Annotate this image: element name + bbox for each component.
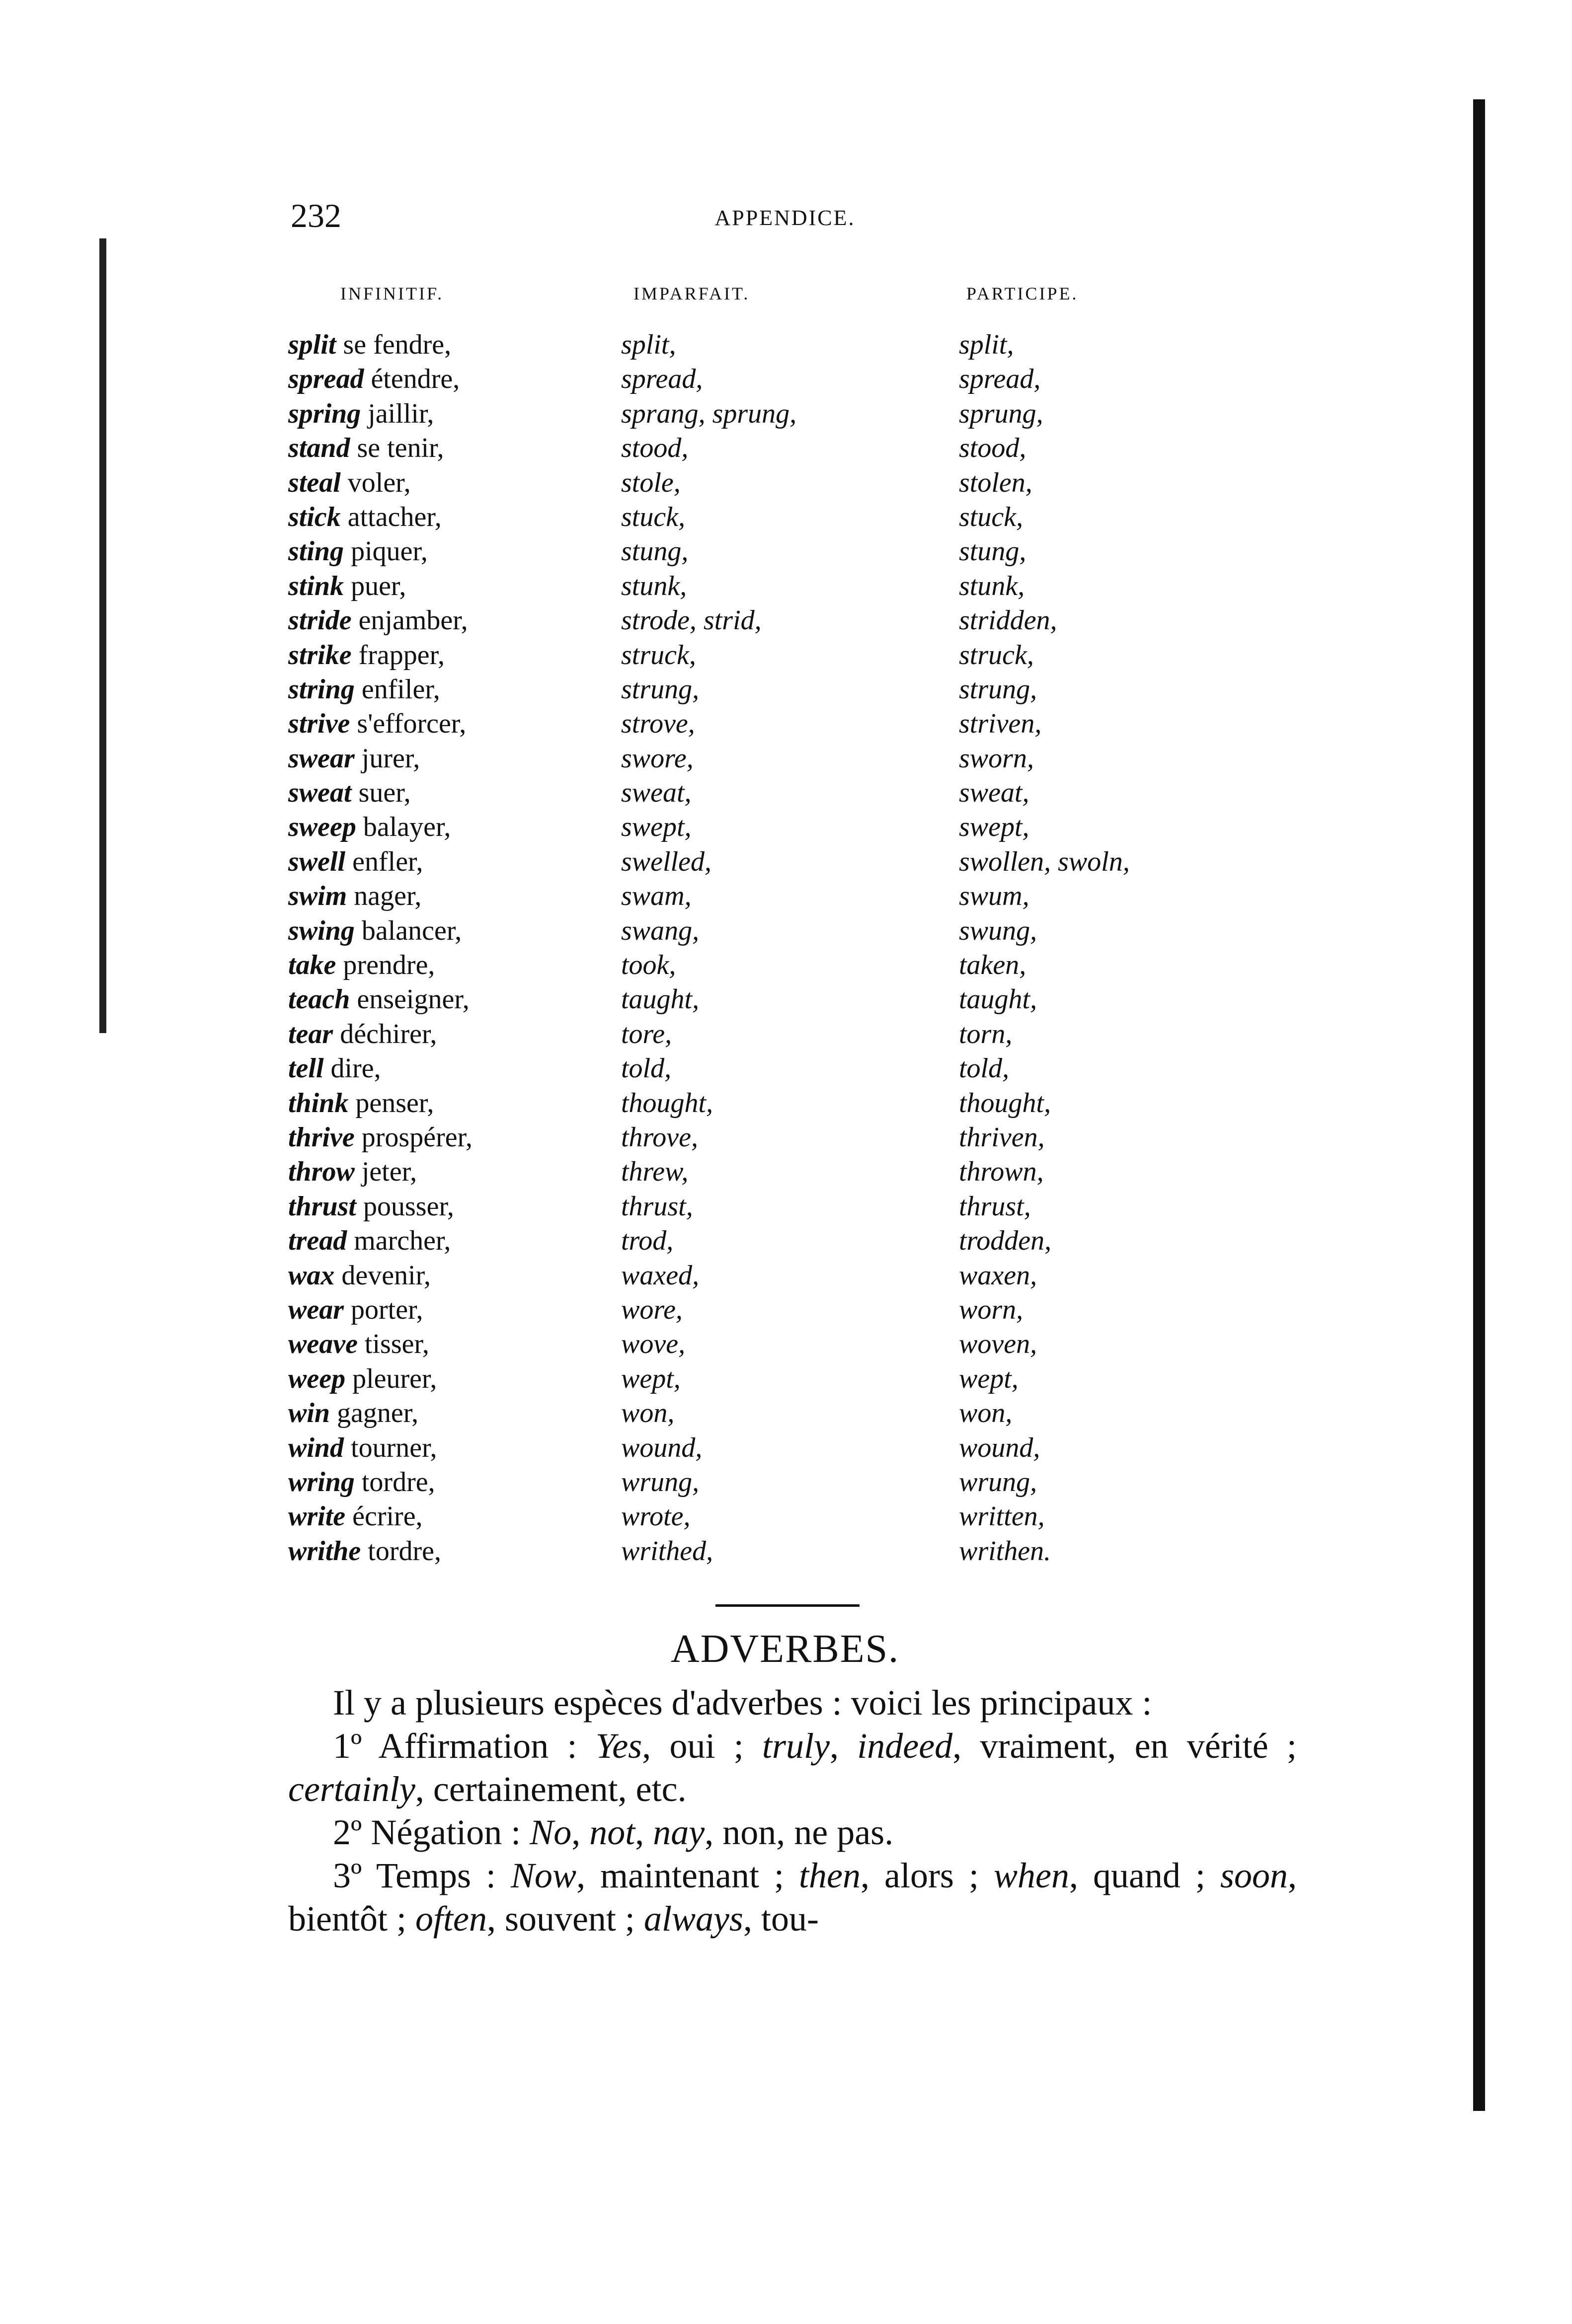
verb-participe: spread, [959, 364, 1041, 395]
french-translation: tourner, [344, 1432, 437, 1463]
verb-participe: thought, [959, 1087, 1051, 1119]
verb-participe: thrown, [959, 1156, 1044, 1188]
right-page-edge [1473, 99, 1485, 2111]
english-verb: thrust [288, 1191, 356, 1222]
verb-infinitive [288, 1086, 434, 1121]
french-translation: nager, [347, 881, 422, 912]
verb-row [288, 397, 1282, 431]
verb-row [288, 638, 1282, 673]
verb-row [288, 534, 1282, 569]
verb-row [288, 603, 1282, 638]
verb-row [288, 742, 1282, 776]
verb-infinitive [288, 1051, 381, 1086]
verb-participe: trodden, [959, 1225, 1052, 1257]
english-verb: wring [288, 1466, 355, 1498]
verb-row [288, 1465, 1282, 1499]
verb-infinitive [288, 707, 466, 741]
verb-row [288, 1190, 1282, 1224]
verb-infinitive [288, 742, 420, 776]
french-translation: pleurer, [345, 1363, 437, 1394]
irregular-verb-table [288, 328, 1282, 1569]
verb-infinitive [288, 328, 451, 362]
left-margin-mark [99, 238, 106, 1033]
verb-row [288, 948, 1282, 982]
english-verb: stink [288, 570, 344, 601]
verb-imparfait: writhed, [621, 1535, 713, 1567]
verb-imparfait: swang, [621, 915, 700, 946]
adverbes-temps: 3º Temps : Now, maintenant ; then, alors ; when, quand ; soon, bientôt ; often, souvent ; always, tou- [288, 1856, 1297, 1939]
verb-participe: writhen. [959, 1535, 1051, 1567]
verb-imparfait: wept, [621, 1363, 681, 1394]
verb-imparfait: swore, [621, 743, 694, 774]
verb-participe: wept, [959, 1363, 1019, 1394]
english-verb: think [288, 1087, 349, 1119]
verb-infinitive [288, 1293, 423, 1327]
verb-imparfait: strode, strid, [621, 605, 762, 636]
french-translation: balancer, [354, 915, 462, 946]
verb-imparfait: waxed, [621, 1260, 700, 1291]
section-title-adverbes: ADVERBES. [670, 1627, 900, 1671]
verb-imparfait: stung, [621, 536, 689, 567]
french-translation: se tenir, [350, 433, 444, 464]
verb-infinitive [288, 1190, 454, 1224]
verb-imparfait: throve, [621, 1122, 698, 1153]
verb-row [288, 707, 1282, 741]
verb-participe: taken, [959, 950, 1026, 981]
running-title: APPENDICE. [714, 206, 856, 230]
verb-participe: thriven, [959, 1122, 1045, 1153]
verb-infinitive [288, 362, 460, 396]
verb-imparfait: swelled, [621, 846, 711, 877]
verb-imparfait: strung, [621, 674, 700, 705]
verb-participe: taught, [959, 984, 1037, 1015]
verb-row [288, 982, 1282, 1017]
english-verb: stride [288, 605, 352, 636]
verb-row [288, 845, 1282, 879]
verb-imparfait: taught, [621, 984, 700, 1015]
english-verb: strive [288, 708, 350, 740]
english-verb: spread [288, 364, 364, 395]
verb-participe: wound, [959, 1432, 1040, 1463]
verb-participe: striven, [959, 708, 1042, 740]
verb-participe: stridden, [959, 605, 1057, 636]
verb-infinitive [288, 1327, 429, 1361]
french-translation: attacher, [340, 501, 442, 532]
verb-infinitive [288, 982, 470, 1017]
verb-infinitive [288, 810, 451, 844]
verb-participe: thrust, [959, 1191, 1031, 1222]
verb-row [288, 1224, 1282, 1258]
french-translation: suer, [351, 777, 411, 809]
french-translation: marcher, [347, 1225, 451, 1257]
french-translation: tisser, [357, 1329, 429, 1360]
verb-imparfait: thrust, [621, 1191, 693, 1222]
verb-infinitive [288, 845, 423, 879]
french-translation: balayer, [356, 812, 451, 843]
verb-infinitive [288, 1017, 437, 1051]
verb-row [288, 1259, 1282, 1293]
verb-row [288, 1086, 1282, 1121]
column-header-participe: PARTICIPE. [966, 284, 1079, 303]
verb-participe: split, [959, 329, 1014, 360]
english-verb: strike [288, 639, 352, 671]
verb-row [288, 1293, 1282, 1327]
english-verb: stand [288, 433, 350, 464]
english-verb: wear [288, 1294, 344, 1325]
verb-imparfait: struck, [621, 639, 696, 671]
section-divider [715, 1604, 860, 1607]
verb-imparfait: wore, [621, 1294, 683, 1325]
verb-infinitive [288, 914, 462, 948]
verb-imparfait: swam, [621, 881, 692, 912]
verb-row [288, 1362, 1282, 1396]
column-header-imparfait: IMPARFAIT. [633, 284, 750, 303]
verb-participe: sprung, [959, 398, 1043, 429]
french-translation: piquer, [344, 536, 428, 567]
verb-infinitive [288, 776, 411, 810]
verb-infinitive [288, 1121, 472, 1155]
english-verb: tear [288, 1018, 333, 1050]
verb-row [288, 1327, 1282, 1361]
french-translation: dire, [323, 1053, 381, 1084]
english-verb: writhe [288, 1535, 361, 1567]
verb-infinitive [288, 673, 440, 707]
french-translation: jaillir, [361, 398, 434, 429]
adverbes-negation: 2º Négation : No, not, nay, non, ne pas. [333, 1812, 894, 1852]
verb-imparfait: stole, [621, 467, 681, 498]
verb-infinitive [288, 1465, 435, 1499]
verb-participe: waxen, [959, 1260, 1037, 1291]
verb-participe: sweat, [959, 777, 1029, 809]
verb-row [288, 466, 1282, 500]
verb-participe: told, [959, 1053, 1010, 1084]
english-verb: wind [288, 1432, 344, 1463]
verb-imparfait: tore, [621, 1018, 672, 1050]
verb-imparfait: stuck, [621, 501, 686, 532]
column-header-infinitif: INFINITIF. [340, 284, 444, 303]
french-translation: jurer, [354, 743, 420, 774]
adverbes-intro: Il y a plusieurs espèces d'adverbes : voici les principaux : [333, 1683, 1152, 1723]
french-translation: étendre, [364, 364, 460, 395]
verb-row [288, 1499, 1282, 1534]
verb-row [288, 810, 1282, 844]
verb-infinitive [288, 1396, 418, 1430]
verb-infinitive [288, 466, 411, 500]
verb-imparfait: swept, [621, 812, 692, 843]
verb-imparfait: split, [621, 329, 676, 360]
french-translation: enjamber, [351, 605, 468, 636]
verb-infinitive [288, 1499, 423, 1534]
verb-participe: stunk, [959, 570, 1025, 601]
french-translation: se fendre, [336, 329, 452, 360]
verb-participe: swept, [959, 812, 1029, 843]
french-translation: s'efforcer, [350, 708, 467, 740]
verb-infinitive [288, 1534, 441, 1569]
english-verb: win [288, 1398, 330, 1429]
verb-infinitive [288, 1224, 451, 1258]
verb-participe: stuck, [959, 501, 1023, 532]
verb-imparfait: spread, [621, 364, 703, 395]
english-verb: stick [288, 501, 341, 532]
english-verb: sweep [288, 812, 356, 843]
english-verb: write [288, 1501, 346, 1532]
english-verb: thrive [288, 1122, 355, 1153]
verb-infinitive [288, 500, 442, 534]
french-translation: pousser, [356, 1191, 454, 1222]
page-header [291, 196, 1279, 236]
french-translation: prendre, [336, 950, 435, 981]
verb-participe: sworn, [959, 743, 1034, 774]
verb-row [288, 431, 1282, 465]
verb-participe: swollen, swoln, [959, 846, 1130, 877]
french-translation: voler, [340, 467, 411, 498]
verb-row [288, 1051, 1282, 1086]
english-verb: swear [288, 743, 355, 774]
verb-row [288, 914, 1282, 948]
verb-infinitive [288, 534, 428, 569]
verb-row [288, 1121, 1282, 1155]
french-translation: enfiler, [354, 674, 440, 705]
verb-imparfait: won, [621, 1398, 675, 1429]
verb-imparfait: stunk, [621, 570, 687, 601]
verb-participe: stolen, [959, 467, 1032, 498]
verb-imparfait: wrote, [621, 1501, 691, 1532]
verb-participe: worn, [959, 1294, 1023, 1325]
verb-row [288, 776, 1282, 810]
french-translation: frapper, [351, 639, 445, 671]
adverbes-text [288, 1681, 1297, 1941]
english-verb: throw [288, 1156, 355, 1188]
verb-participe: torn, [959, 1018, 1013, 1050]
verb-infinitive [288, 1362, 437, 1396]
verb-row [288, 1396, 1282, 1430]
adverbes-affirmation: 1º Affirmation : Yes, oui ; truly, indeed, vraiment, en vérité ; certainly, certainement, etc. [288, 1726, 1297, 1809]
french-translation: gagner, [330, 1398, 419, 1429]
verb-imparfait: wound, [621, 1432, 703, 1463]
english-verb: take [288, 950, 336, 981]
french-translation: devenir, [334, 1260, 431, 1291]
verb-participe: swum, [959, 881, 1029, 912]
english-verb: weave [288, 1329, 358, 1360]
english-verb: sting [288, 536, 344, 567]
english-verb: tread [288, 1225, 347, 1257]
english-verb: steal [288, 467, 341, 498]
english-verb: swim [288, 881, 347, 912]
verb-row [288, 569, 1282, 603]
verb-participe: stung, [959, 536, 1026, 567]
verb-row [288, 362, 1282, 396]
verb-participe: wrung, [959, 1466, 1037, 1498]
verb-imparfait: took, [621, 950, 676, 981]
verb-imparfait: sweat, [621, 777, 692, 809]
english-verb: wax [288, 1260, 335, 1291]
english-verb: tell [288, 1053, 324, 1084]
verb-participe: written, [959, 1501, 1045, 1532]
english-verb: swing [288, 915, 355, 946]
verb-infinitive [288, 569, 406, 603]
verb-imparfait: trod, [621, 1225, 674, 1257]
verb-infinitive [288, 1155, 417, 1189]
verb-infinitive [288, 397, 434, 431]
english-verb: string [288, 674, 355, 705]
verb-participe: struck, [959, 639, 1034, 671]
verb-infinitive [288, 1431, 437, 1465]
verb-row [288, 879, 1282, 913]
verb-infinitive [288, 948, 435, 982]
english-verb: spring [288, 398, 361, 429]
verb-row [288, 328, 1282, 362]
english-verb: sweat [288, 777, 352, 809]
english-verb: weep [288, 1363, 346, 1394]
verb-imparfait: stood, [621, 433, 689, 464]
verb-imparfait: strove, [621, 708, 695, 740]
verb-infinitive [288, 1259, 431, 1293]
verb-row [288, 1017, 1282, 1051]
verb-row [288, 1431, 1282, 1465]
verb-row [288, 500, 1282, 534]
verb-imparfait: wove, [621, 1329, 686, 1360]
french-translation: tordre, [354, 1466, 435, 1498]
english-verb: teach [288, 984, 350, 1015]
french-translation: penser, [348, 1087, 434, 1119]
verb-infinitive [288, 638, 445, 673]
verb-participe: swung, [959, 915, 1037, 946]
verb-imparfait: threw, [621, 1156, 689, 1188]
french-translation: tordre, [361, 1535, 441, 1567]
verb-infinitive [288, 879, 421, 913]
french-translation: puer, [344, 570, 406, 601]
verb-imparfait: told, [621, 1053, 672, 1084]
verb-participe: won, [959, 1398, 1013, 1429]
verb-infinitive [288, 603, 468, 638]
french-translation: déchirer, [333, 1018, 437, 1050]
verb-row [288, 1155, 1282, 1189]
verb-imparfait: thought, [621, 1087, 713, 1119]
french-translation: jeter, [354, 1156, 417, 1188]
verb-participe: woven, [959, 1329, 1037, 1360]
english-verb: split [288, 329, 336, 360]
verb-imparfait: sprang, sprung, [621, 398, 797, 429]
french-translation: enseigner, [350, 984, 470, 1015]
french-translation: prospérer, [354, 1122, 472, 1153]
verb-imparfait: wrung, [621, 1466, 700, 1498]
page-number: 232 [291, 197, 341, 234]
verb-row [288, 673, 1282, 707]
verb-infinitive [288, 431, 444, 465]
verb-row [288, 1534, 1282, 1569]
french-translation: écrire, [345, 1501, 423, 1532]
french-translation: porter, [344, 1294, 423, 1325]
french-translation: enfler, [345, 846, 423, 877]
verb-participe: strung, [959, 674, 1037, 705]
verb-participe: stood, [959, 433, 1026, 464]
english-verb: swell [288, 846, 346, 877]
